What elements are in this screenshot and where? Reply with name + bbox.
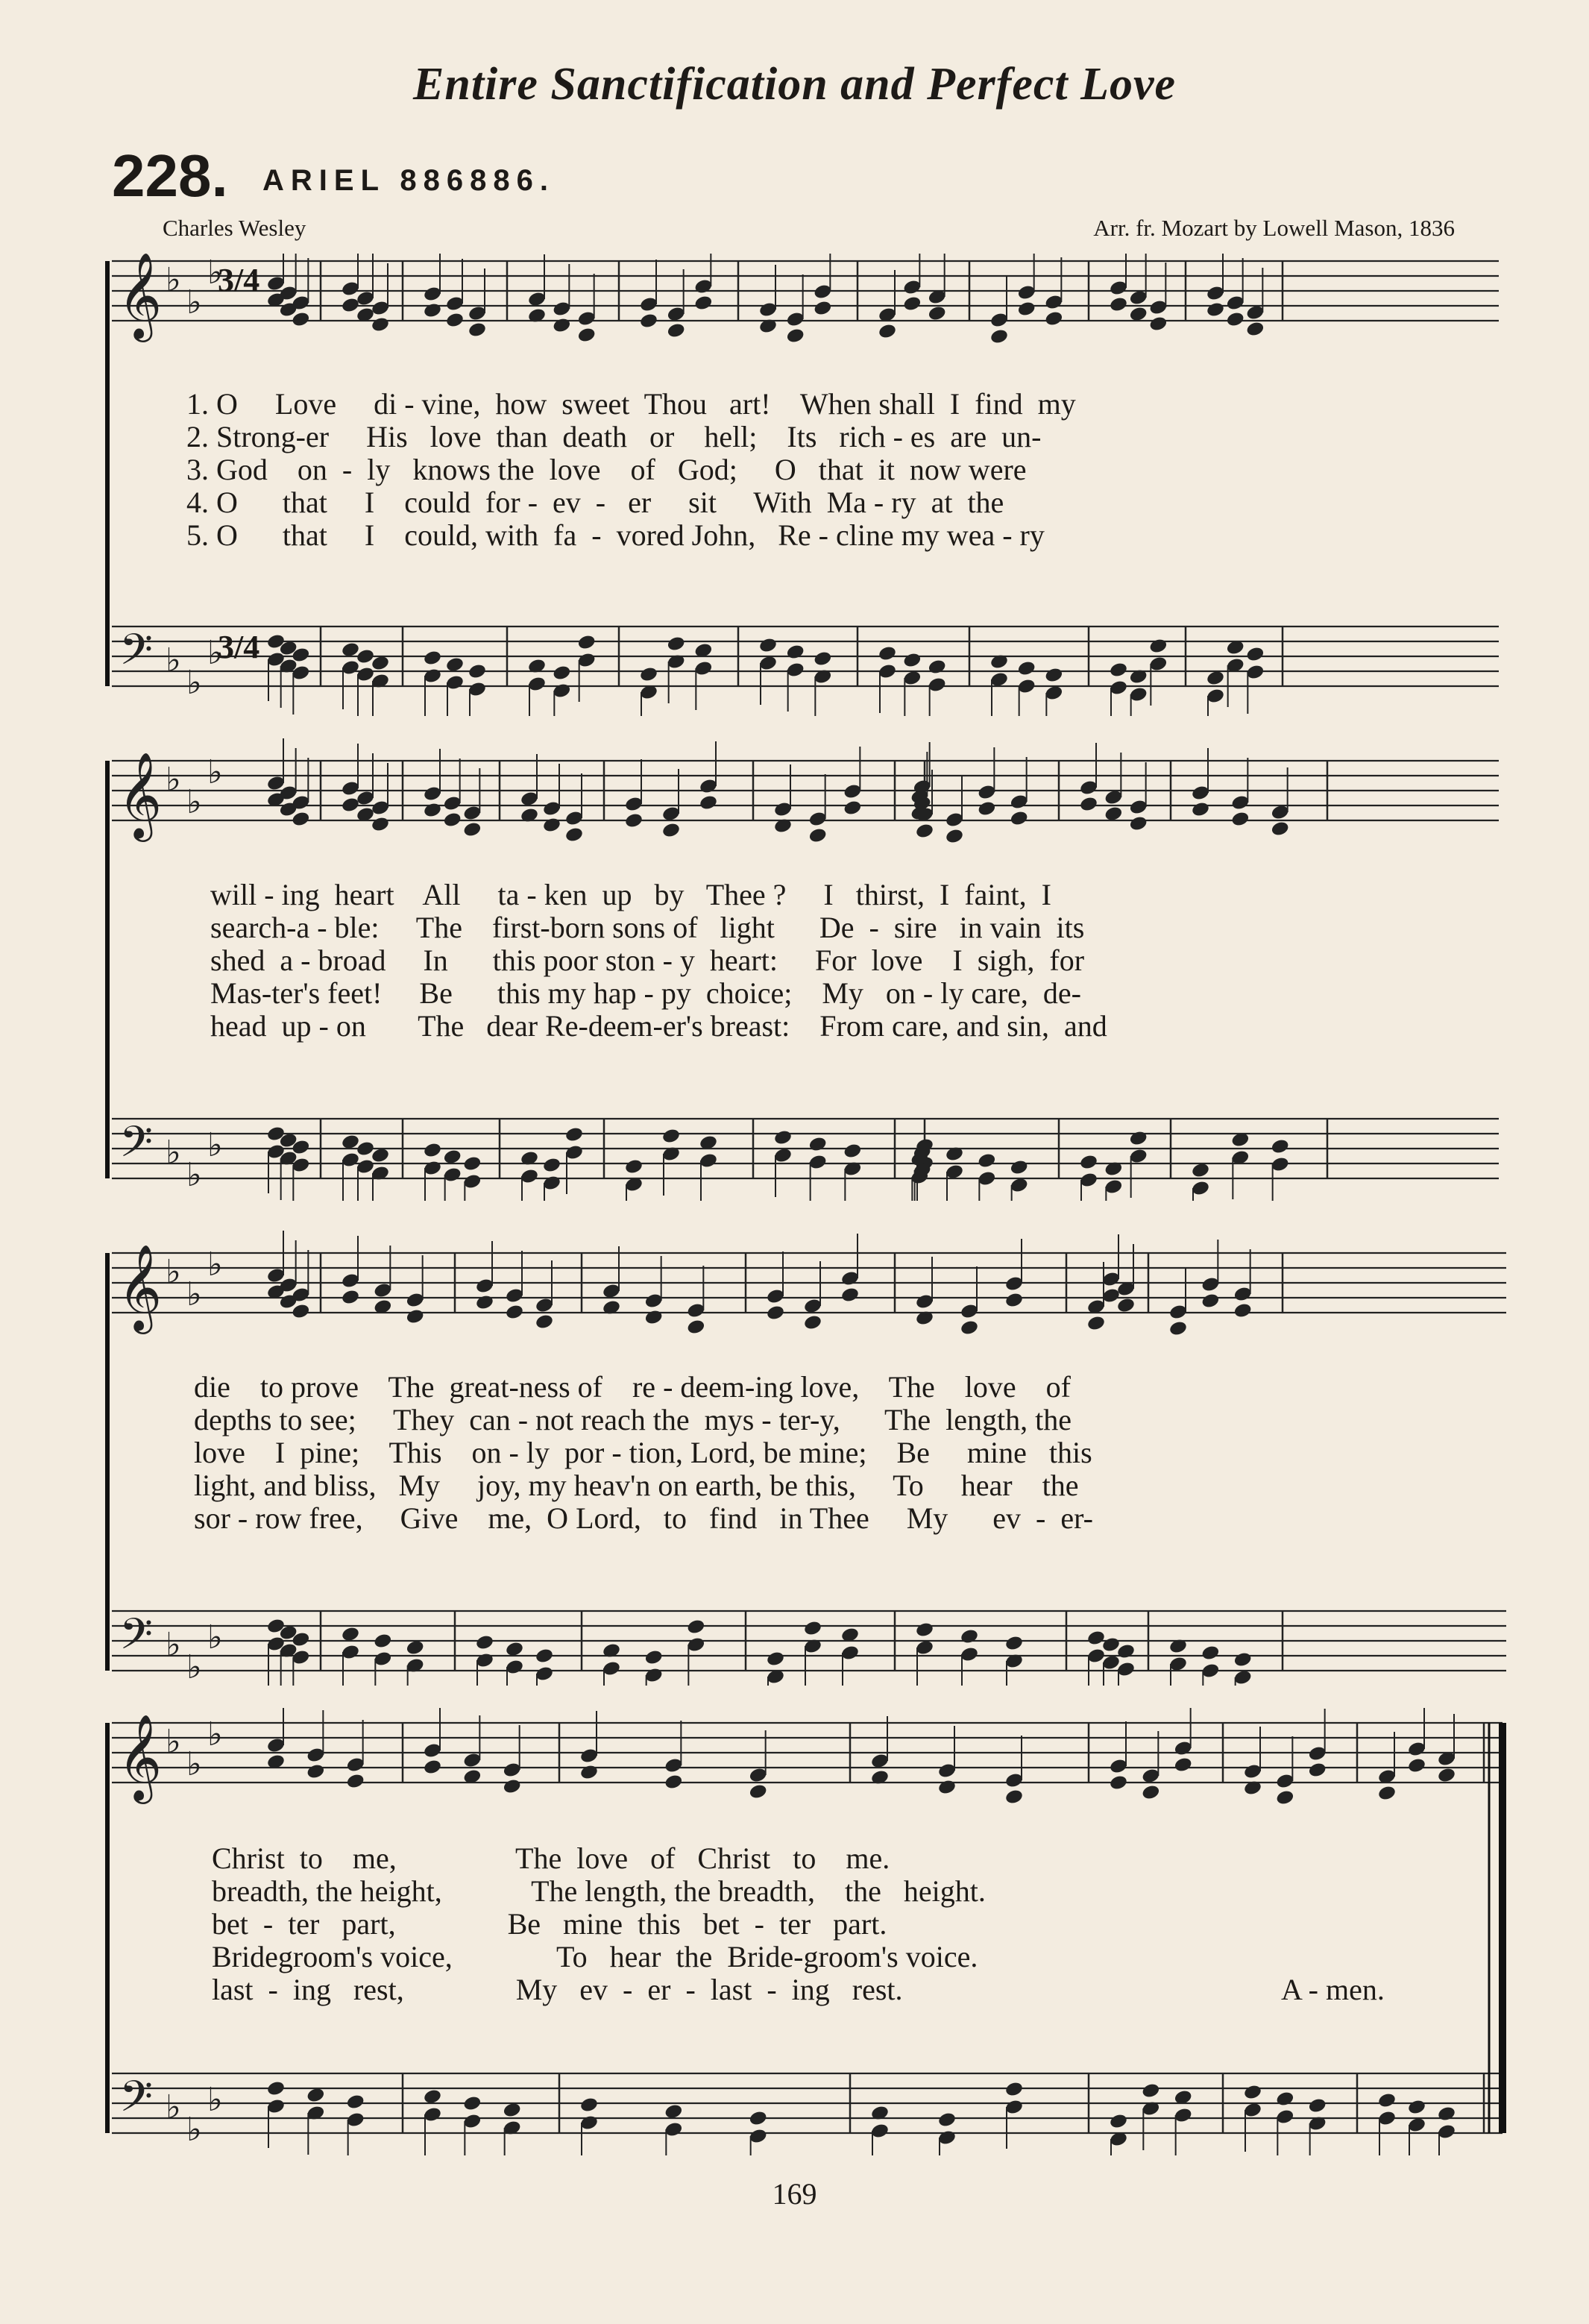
verse-line-5: sor - row free, Give me, O Lord, to find in Thee My ev - er- xyxy=(194,1501,1093,1535)
tenor-note xyxy=(1004,2081,1024,2098)
alto-note xyxy=(803,1314,822,1331)
alto-note xyxy=(291,811,310,828)
alto-note xyxy=(1245,321,1265,338)
tenor-note xyxy=(468,663,487,680)
tenor-note xyxy=(1271,1138,1290,1155)
tenor-note xyxy=(902,652,922,669)
tenor-note xyxy=(786,644,805,661)
bass-clef-icon: 𝄢 xyxy=(119,1117,154,1178)
treble-clef-icon: 𝄞 xyxy=(118,751,163,838)
treble-clef-icon: 𝄞 xyxy=(118,1713,163,1800)
hymn-number: 228. xyxy=(112,142,228,209)
tenor-note xyxy=(423,650,442,667)
alto-note xyxy=(1086,1315,1106,1332)
arranger-credit: Arr. fr. Mozart by Lowell Mason, 1836 xyxy=(1093,215,1455,241)
music-system-1 xyxy=(0,254,1589,716)
alto-note xyxy=(661,822,681,839)
verse-line-4: 4. O that I could for - ev - er sit With Ma - ry at the xyxy=(186,486,1004,519)
music-system-4 xyxy=(0,1708,1589,2155)
tenor-note xyxy=(1109,662,1128,679)
tenor-note xyxy=(475,1634,494,1651)
alto-note xyxy=(878,323,897,340)
alto-note xyxy=(1201,1293,1220,1310)
tenor-note xyxy=(624,1158,644,1175)
flat-icon: ♭ xyxy=(166,1134,181,1172)
alto-note xyxy=(1141,1784,1160,1801)
alto-note xyxy=(564,826,584,844)
alto-note xyxy=(977,800,996,817)
verse-line-3: bet - ter part, Be mine this bet - ter part. xyxy=(212,1907,887,1941)
alto-note xyxy=(686,1319,705,1336)
tenor-note xyxy=(1245,646,1265,663)
alto-note xyxy=(1109,1774,1128,1791)
alto-note xyxy=(693,295,713,312)
tenor-note xyxy=(1017,660,1036,677)
verse-line-2: depths to see; They can - not reach the mys - ter-y, The length, the xyxy=(194,1403,1072,1436)
alto-note xyxy=(1233,1302,1253,1319)
tenor-note xyxy=(1044,667,1063,684)
treble-clef-icon: 𝄞 xyxy=(118,254,163,339)
tenor-note xyxy=(462,1155,482,1172)
alto-note xyxy=(786,327,805,345)
verse-line-1: Christ to me, The love of Christ to me. xyxy=(212,1841,890,1875)
alto-note xyxy=(1129,306,1148,323)
alto-note xyxy=(1116,1297,1136,1314)
alto-note xyxy=(291,311,310,328)
verse-line-3: love I pine; This on - ly por - tion, Lord, be mine; Be mine this xyxy=(194,1436,1092,1469)
tenor-note xyxy=(1148,638,1168,655)
tenor-note xyxy=(1201,1645,1220,1662)
alto-note xyxy=(1226,311,1245,328)
flat-icon: ♭ xyxy=(207,1715,223,1753)
alto-note xyxy=(341,797,360,814)
tenor-note xyxy=(1243,2084,1262,2101)
alto-note xyxy=(1206,301,1225,318)
flat-icon: ♭ xyxy=(186,2111,202,2149)
tenor-note xyxy=(960,1628,979,1645)
alto-note xyxy=(840,1287,860,1304)
flat-icon: ♭ xyxy=(186,664,202,702)
bass-clef-icon: 𝄢 xyxy=(119,1609,154,1670)
alto-note xyxy=(1275,1789,1294,1806)
flat-icon: ♭ xyxy=(166,1626,181,1664)
alto-note xyxy=(1004,1292,1024,1309)
verse-line-1: 1. O Love di - vine, how sweet Thou art! When shall I find my xyxy=(186,387,1076,421)
tenor-note xyxy=(462,2095,482,2112)
alto-note xyxy=(423,802,442,819)
tenor-note xyxy=(371,1147,390,1164)
alto-note xyxy=(406,1308,425,1325)
alto-note xyxy=(306,1763,325,1780)
alto-note xyxy=(577,327,597,344)
alto-note xyxy=(341,297,360,314)
flat-icon: ♭ xyxy=(166,761,181,799)
verse-line-3: shed a - broad In this poor ston - y heart: For love I sigh, for xyxy=(210,943,1085,977)
alto-note xyxy=(902,295,922,313)
flat-icon: ♭ xyxy=(207,753,223,791)
author-credit: Charles Wesley xyxy=(163,215,306,241)
music-system-3 xyxy=(0,1223,1589,1686)
verse-line-4: light, and bliss, My joy, my heav'n on earth, be this, To hear the xyxy=(194,1469,1079,1502)
flat-icon: ♭ xyxy=(207,634,223,672)
page-number: 169 xyxy=(772,2177,817,2211)
alto-note xyxy=(462,821,482,838)
tenor-note xyxy=(808,1136,828,1153)
alto-note xyxy=(468,321,487,339)
alto-note xyxy=(644,1309,664,1326)
alto-note xyxy=(341,1289,360,1306)
tenor-note xyxy=(667,635,686,653)
alto-note xyxy=(667,322,686,339)
flat-icon: ♭ xyxy=(186,283,202,321)
tenor-note xyxy=(1377,2092,1397,2109)
tenor-note xyxy=(577,634,597,651)
tenor-note xyxy=(1308,2097,1327,2114)
hymn-tune: ARIEL 886886. xyxy=(262,164,555,197)
verse-line-4: Mas-ter's feet! Be this my hap - py choice; My on - ly care, de- xyxy=(210,976,1081,1010)
alto-note xyxy=(346,1773,365,1790)
bass-clef-icon: 𝄢 xyxy=(119,2071,154,2132)
alto-note xyxy=(1168,1320,1188,1337)
alto-note xyxy=(1129,815,1148,832)
alto-note xyxy=(843,800,862,817)
tenor-note xyxy=(423,1142,442,1159)
flat-icon: ♭ xyxy=(207,2081,223,2119)
tenor-note xyxy=(639,666,658,683)
alto-note xyxy=(1230,811,1250,828)
tenor-note xyxy=(503,2102,522,2119)
tenor-note xyxy=(813,650,832,668)
alto-note xyxy=(1148,315,1168,333)
tenor-note xyxy=(878,645,897,662)
tenor-note xyxy=(371,655,390,672)
alto-note xyxy=(1308,1762,1327,1779)
alto-note xyxy=(535,1313,554,1331)
alto-note xyxy=(1004,1788,1024,1806)
flat-icon: ♭ xyxy=(166,641,181,679)
tenor-note xyxy=(505,1641,524,1658)
alto-note xyxy=(1377,1785,1397,1802)
amen-text: A - men. xyxy=(1281,1973,1385,2006)
verse-line-3: 3. God on - ly knows the love of God; O that it now were xyxy=(186,453,1027,486)
alto-note xyxy=(1407,1757,1426,1774)
tenor-note xyxy=(843,1143,862,1160)
verse-line-5: last - ing rest, My ev - er - last - ing rest. xyxy=(212,1973,903,2006)
alto-note xyxy=(552,317,571,334)
flat-icon: ♭ xyxy=(166,261,181,299)
tenor-note xyxy=(373,1633,392,1650)
tenor-note xyxy=(564,1126,584,1143)
tenor-note xyxy=(1141,2082,1160,2100)
tenor-note xyxy=(341,641,360,659)
tenor-note xyxy=(977,1152,996,1169)
tenor-note xyxy=(423,2088,442,2105)
tenor-note xyxy=(1437,2105,1456,2123)
tenor-note xyxy=(1079,1154,1098,1171)
verse-line-1: die to prove The great-ness of re - deem-ing love, The love of xyxy=(194,1370,1071,1404)
flat-icon: ♭ xyxy=(207,1246,223,1284)
verse-line-2: breadth, the height, The length, the breadth, the height. xyxy=(212,1874,986,1908)
tenor-note xyxy=(579,2097,599,2114)
alto-note xyxy=(1109,296,1128,313)
flat-icon: ♭ xyxy=(186,1745,202,1783)
tenor-note xyxy=(535,1648,554,1665)
tenor-note xyxy=(686,1618,705,1636)
alto-note xyxy=(1104,805,1123,823)
alto-note xyxy=(945,828,964,845)
tenor-note xyxy=(928,659,947,676)
alto-note xyxy=(664,1774,683,1791)
tenor-note xyxy=(1109,2113,1128,2130)
alto-note xyxy=(813,300,832,317)
alto-note xyxy=(1191,801,1210,818)
tenor-note xyxy=(1407,2099,1426,2116)
flat-icon: ♭ xyxy=(186,1275,202,1313)
flat-icon: ♭ xyxy=(207,1618,223,1656)
tenor-note xyxy=(661,1128,681,1145)
alto-note xyxy=(915,823,934,840)
alto-note xyxy=(443,811,462,829)
alto-note xyxy=(423,1759,442,1776)
tenor-note xyxy=(664,2103,683,2120)
alto-note xyxy=(579,1764,599,1781)
tenor-note xyxy=(266,2080,286,2097)
tenor-note xyxy=(346,2094,365,2111)
alto-note xyxy=(291,1303,310,1320)
alto-note xyxy=(445,312,465,329)
flat-icon: ♭ xyxy=(207,254,223,292)
verse-line-1: will - ing heart All ta - ken up by Thee ? I thirst, I faint, I xyxy=(210,878,1051,911)
alto-note xyxy=(475,1294,494,1311)
verse-line-4: Bridegroom's voice, To hear the Bride-groom's voice. xyxy=(212,1940,978,1973)
alto-note xyxy=(989,328,1009,345)
tenor-note xyxy=(1004,1635,1024,1652)
time-signature-treble: 3/4 xyxy=(218,262,260,298)
flat-icon: ♭ xyxy=(207,1126,223,1164)
tenor-note xyxy=(915,1621,934,1639)
tenor-note xyxy=(445,656,465,673)
alto-note xyxy=(1437,1767,1456,1784)
tenor-note xyxy=(758,637,778,654)
tenor-note xyxy=(341,1134,360,1151)
verse-line-2: 2. Strong-er His love than death or hell; Its rich - es are un- xyxy=(186,420,1042,453)
alto-note xyxy=(624,812,644,829)
alto-note xyxy=(766,1304,785,1322)
alto-note xyxy=(503,1778,522,1795)
flat-icon: ♭ xyxy=(186,1156,202,1194)
alto-note xyxy=(423,302,442,319)
tenor-note xyxy=(1086,1630,1106,1647)
tenor-note xyxy=(443,1149,462,1166)
alto-note xyxy=(371,316,390,333)
alto-note xyxy=(1010,810,1029,827)
tenor-note xyxy=(1116,1643,1136,1660)
alto-note xyxy=(808,827,828,844)
music-system-2 xyxy=(0,738,1589,1201)
tenor-note xyxy=(1275,2091,1294,2108)
tenor-note xyxy=(1206,670,1225,687)
tenor-note xyxy=(1129,1130,1148,1147)
tenor-note xyxy=(542,1157,561,1174)
alto-note xyxy=(639,313,658,330)
alto-note xyxy=(371,816,390,833)
alto-note xyxy=(1044,310,1063,327)
flat-icon: ♭ xyxy=(186,1648,202,1686)
tenor-note xyxy=(1233,1651,1253,1668)
tenor-note xyxy=(552,665,571,682)
flat-icon: ♭ xyxy=(186,783,202,821)
tenor-note xyxy=(356,648,375,665)
alto-note xyxy=(928,305,947,322)
alto-note xyxy=(1174,1756,1193,1774)
tenor-note xyxy=(766,1651,785,1668)
flat-icon: ♭ xyxy=(166,1723,181,1761)
alto-note xyxy=(749,1783,768,1800)
tenor-note xyxy=(803,1620,822,1637)
tenor-note xyxy=(773,1129,793,1146)
tenor-note xyxy=(356,1140,375,1158)
tenor-note xyxy=(1191,1162,1210,1179)
alto-note xyxy=(505,1304,524,1321)
section-title: Entire Sanctification and Perfect Love xyxy=(412,59,1176,110)
alto-note xyxy=(1079,796,1098,813)
flat-icon: ♭ xyxy=(166,2088,181,2126)
alto-note xyxy=(1017,301,1036,318)
treble-clef-icon: 𝄞 xyxy=(118,1243,163,1331)
bass-clef-icon: 𝄢 xyxy=(119,624,154,685)
verse-line-5: 5. O that I could, with fa - vored John, Re - cline my wea - ry xyxy=(186,518,1045,552)
tenor-note xyxy=(406,1639,425,1656)
alto-note xyxy=(937,1779,957,1796)
alto-note xyxy=(699,794,718,811)
time-signature-bass: 3/4 xyxy=(218,629,260,665)
tenor-note xyxy=(1010,1159,1029,1176)
alto-note xyxy=(542,817,561,834)
flat-icon: ♭ xyxy=(166,1253,181,1291)
tenor-note xyxy=(1101,1636,1121,1654)
alto-note xyxy=(960,1319,979,1337)
tenor-note xyxy=(749,2110,768,2127)
tenor-note xyxy=(937,2111,957,2129)
tenor-note xyxy=(341,1626,360,1643)
tenor-note xyxy=(306,2087,325,2104)
verse-line-5: head up - on The dear Re-deem-er's breast: From care, and sin, and xyxy=(210,1009,1107,1043)
alto-note xyxy=(1271,820,1290,838)
tenor-note xyxy=(644,1649,664,1666)
verse-line-2: search-a - ble: The first-born sons of light De - sire in vain its xyxy=(210,911,1085,944)
